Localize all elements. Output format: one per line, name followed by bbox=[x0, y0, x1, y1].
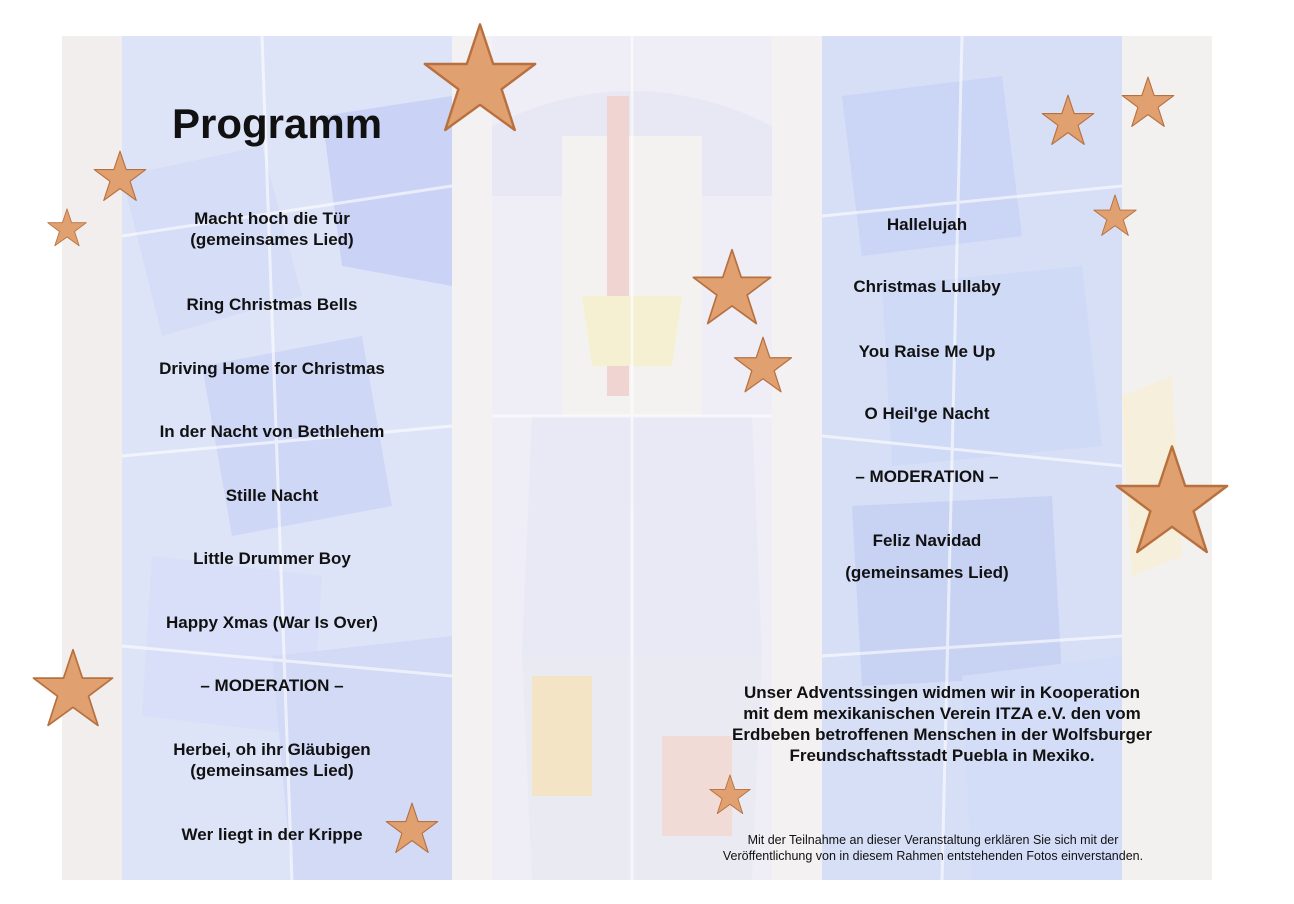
item-line: Ring Christmas Bells bbox=[186, 295, 358, 314]
program-item bbox=[122, 485, 422, 506]
item-line: Hallelujah bbox=[886, 215, 968, 234]
program-item bbox=[122, 294, 422, 315]
star-icon bbox=[30, 648, 116, 734]
star-icon bbox=[92, 150, 148, 206]
star-icon bbox=[1092, 194, 1138, 240]
page-title: Programm bbox=[172, 100, 383, 147]
program-item bbox=[802, 341, 1052, 362]
item-line: (gemeinsames Lied) bbox=[190, 230, 354, 249]
item-line: Driving Home for Christmas bbox=[159, 359, 385, 378]
item-line: Happy Xmas (War Is Over) bbox=[166, 613, 378, 632]
star-icon bbox=[1112, 444, 1232, 564]
program-item bbox=[122, 548, 422, 569]
star-icon bbox=[1040, 94, 1096, 150]
dedication-line: Freundschaftsstadt Puebla in Mexiko. bbox=[789, 746, 1095, 765]
star-icon bbox=[1120, 76, 1176, 132]
dedication-text bbox=[702, 682, 1182, 766]
moderation-break bbox=[122, 675, 422, 696]
star-icon bbox=[420, 22, 540, 142]
program-item bbox=[122, 208, 422, 250]
item-line: Wer liegt in der Krippe bbox=[181, 825, 363, 844]
star-icon bbox=[708, 774, 752, 818]
star-icon bbox=[690, 248, 774, 332]
dedication-line: Erdbeben betroffenen Menschen in der Wolfsburger bbox=[731, 725, 1152, 744]
dedication-line: mit dem mexikanischen Verein ITZA e.V. den vom bbox=[743, 704, 1141, 723]
item-line: Macht hoch die Tür bbox=[194, 209, 350, 228]
star-icon bbox=[46, 208, 88, 250]
item-line: (gemeinsames Lied) bbox=[190, 761, 354, 780]
program-item bbox=[802, 276, 1052, 297]
program-item bbox=[802, 403, 1052, 424]
photo-disclaimer bbox=[660, 832, 1206, 864]
item-line: Feliz Navidad bbox=[872, 531, 982, 550]
program-item bbox=[122, 739, 422, 781]
program-item bbox=[802, 214, 1052, 235]
item-line: O Heil'ge Nacht bbox=[864, 404, 990, 423]
program-item bbox=[122, 421, 422, 442]
program-item bbox=[122, 612, 422, 633]
program-item bbox=[122, 824, 422, 845]
item-line: Herbei, oh ihr Gläubigen bbox=[173, 740, 371, 759]
item-line: (gemeinsames Lied) bbox=[845, 563, 1009, 582]
program-item-note bbox=[802, 562, 1052, 583]
star-icon bbox=[384, 802, 440, 858]
moderation-break bbox=[802, 466, 1052, 487]
program-flyer bbox=[62, 36, 1212, 880]
program-item bbox=[802, 530, 1052, 551]
disclaimer-line: Veröffentlichung von in diesem Rahmen entstehenden Fotos einverstanden. bbox=[722, 849, 1144, 863]
item-line: – MODERATION – bbox=[855, 467, 999, 486]
item-line: Stille Nacht bbox=[225, 486, 319, 505]
program-item bbox=[122, 358, 422, 379]
item-line: Little Drummer Boy bbox=[193, 549, 351, 568]
item-line: You Raise Me Up bbox=[858, 342, 996, 361]
item-line: – MODERATION – bbox=[200, 676, 344, 695]
disclaimer-line: Mit der Teilnahme an dieser Veranstaltung erklären Sie sich mit der bbox=[747, 833, 1119, 847]
item-line: In der Nacht von Bethlehem bbox=[159, 422, 385, 441]
star-icon bbox=[732, 336, 794, 398]
item-line: Christmas Lullaby bbox=[853, 277, 1001, 296]
dedication-line: Unser Adventssingen widmen wir in Kooperation bbox=[743, 683, 1141, 702]
